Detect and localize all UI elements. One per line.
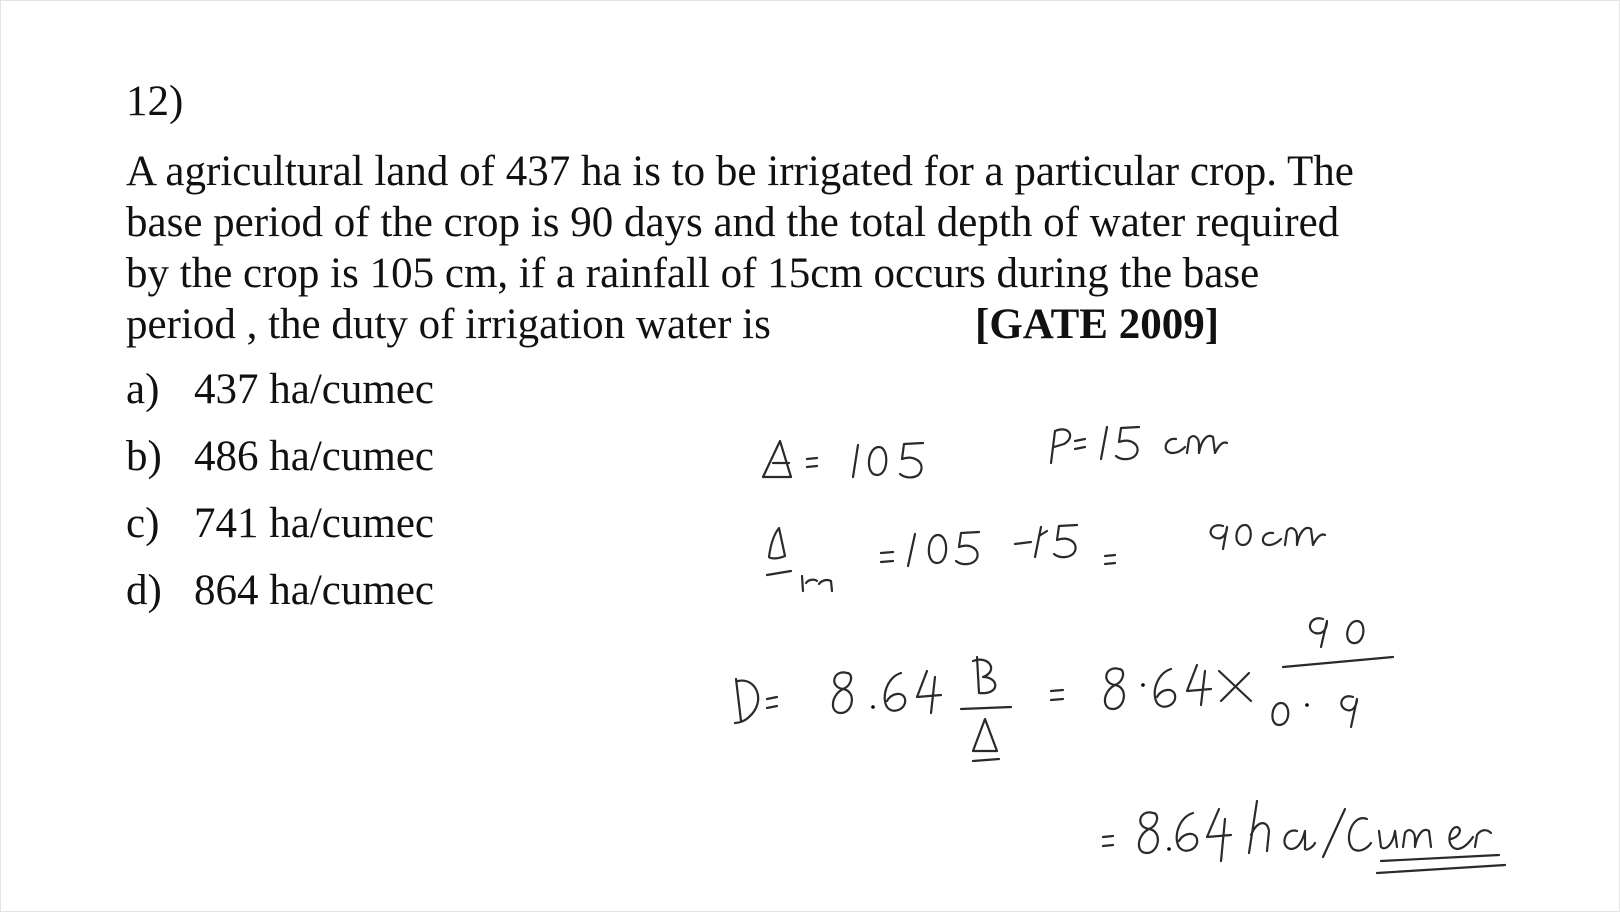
question-number: 12) <box>126 78 184 125</box>
option-letter: d) <box>126 567 162 614</box>
option-letter: c) <box>126 500 160 547</box>
option-text: 486 ha/cumec <box>194 433 434 480</box>
option-d <box>126 566 434 633</box>
question-line: by the crop is 105 cm, if a rainfall of 15cm occurs during the base <box>126 250 1260 297</box>
question-line: period , the duty of irrigation water is <box>126 301 771 348</box>
handwritten-line-4 <box>1103 801 1505 873</box>
exam-source-tag: [GATE 2009] <box>975 301 1220 348</box>
question-line: A agricultural land of 437 ha is to be irrigated for a particular crop. The <box>126 148 1354 195</box>
option-letter: a) <box>126 366 160 413</box>
question-text <box>126 146 1506 350</box>
option-b <box>126 432 434 499</box>
handwritten-line-3 <box>735 618 1393 761</box>
handwritten-line-1 <box>763 427 1227 477</box>
option-a <box>126 365 434 432</box>
option-c <box>126 499 434 566</box>
option-text: 437 ha/cumec <box>194 366 434 413</box>
option-text: 864 ha/cumec <box>194 567 434 614</box>
option-text: 741 ha/cumec <box>194 500 434 547</box>
answer-options <box>126 365 434 633</box>
handwritten-line-2 <box>767 525 1325 591</box>
question-line: base period of the crop is 90 days and the total depth of water required <box>126 199 1340 246</box>
option-letter: b) <box>126 433 162 480</box>
